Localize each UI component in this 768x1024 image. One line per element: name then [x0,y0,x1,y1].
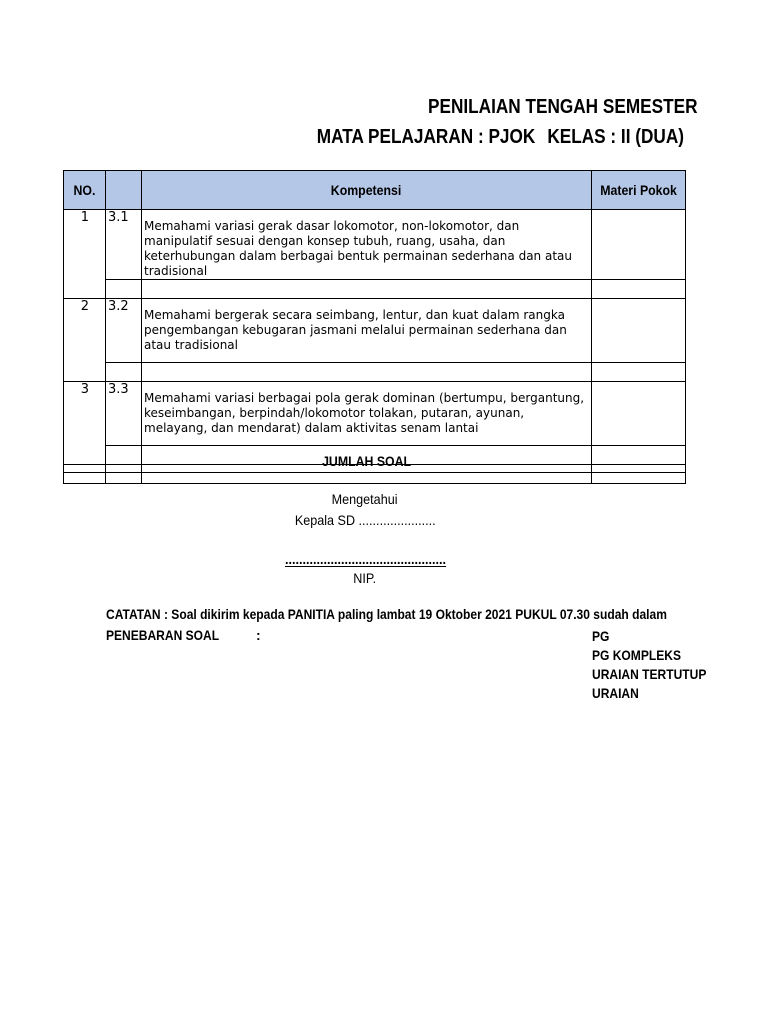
penebaran-label: PENEBARAN SOAL [106,627,220,643]
table-row [64,299,686,363]
catatan-note: CATATAN : Soal dikirim kepada PANITIA paling lambat 19 Oktober 2021 PUKUL 07.30 sudah dalam [106,606,667,622]
subject-label: MATA PELAJARAN : PJOK [316,126,536,148]
title-clip [0,96,698,124]
signature-name-line: .............................................. [284,551,446,567]
question-type-list [592,627,707,703]
list-item: URAIAN [592,685,639,701]
mengetahui-label: Mengetahui [332,491,398,507]
empty-cell [142,363,592,382]
list-item: PG KOMPLEKS [592,647,681,663]
kd-code: 3.3 [106,382,142,446]
empty-cell [106,363,142,382]
page-title: PENILAIAN TENGAH SEMESTER [428,96,698,118]
col-header-no: NO. [64,171,106,210]
kompetensi-text: Memahami bergerak secara seimbang, lentur, dan kuat dalam rangka pengembangan kebugaran jasmani melalui permainan sederhana dan atau tradisional [142,299,592,363]
materi-cell [592,382,686,446]
materi-cell [592,210,686,280]
col-header-code [106,171,142,210]
subtitle [317,126,684,149]
total-label: JUMLAH SOAL [322,453,412,469]
table-spacer-row [64,280,686,299]
table-spacer-row [64,363,686,382]
empty-cell [592,280,686,299]
kompetensi-text: Memahami variasi berbagai pola gerak dominan (bertumpu, bergantung, keseimbangan, berpindah/lokomotor tolakan, putaran, ayunan, melayang, dan mendarat) dalam aktivitas senam lantai [142,382,592,446]
table-header-row [64,171,686,210]
empty-cell [106,280,142,299]
kepala-sd-label: Kepala SD ...................... [294,512,436,528]
kd-code: 3.1 [106,210,142,280]
empty-cell [592,363,686,382]
penebaran-colon: : [256,627,261,643]
row-number: 1 [64,210,106,299]
list-item: URAIAN TERTUTUP [592,666,707,682]
table-row [64,210,686,280]
materi-cell [592,299,686,363]
kompetensi-text: Memahami variasi gerak dasar lokomotor, non-lokomotor, dan manipulatif sesuai dengan konsep tubuh, ruang, usaha, dan keterhubungan dalam berbagai bentuk permainan sederhana dan atau tradisional [142,210,592,280]
kd-code: 3.2 [106,299,142,363]
class-label: KELAS : II (DUA) [547,126,684,148]
total-row [63,452,685,473]
table-row [64,382,686,446]
row-number: 3 [64,382,106,465]
list-item: PG [592,628,610,644]
competency-table [63,170,686,484]
empty-cell [142,280,592,299]
col-header-kompetensi: Kompetensi [142,171,592,210]
row-number: 2 [64,299,106,382]
nip-label: NIP. [353,570,377,586]
col-header-materi: Materi Pokok [592,171,686,210]
